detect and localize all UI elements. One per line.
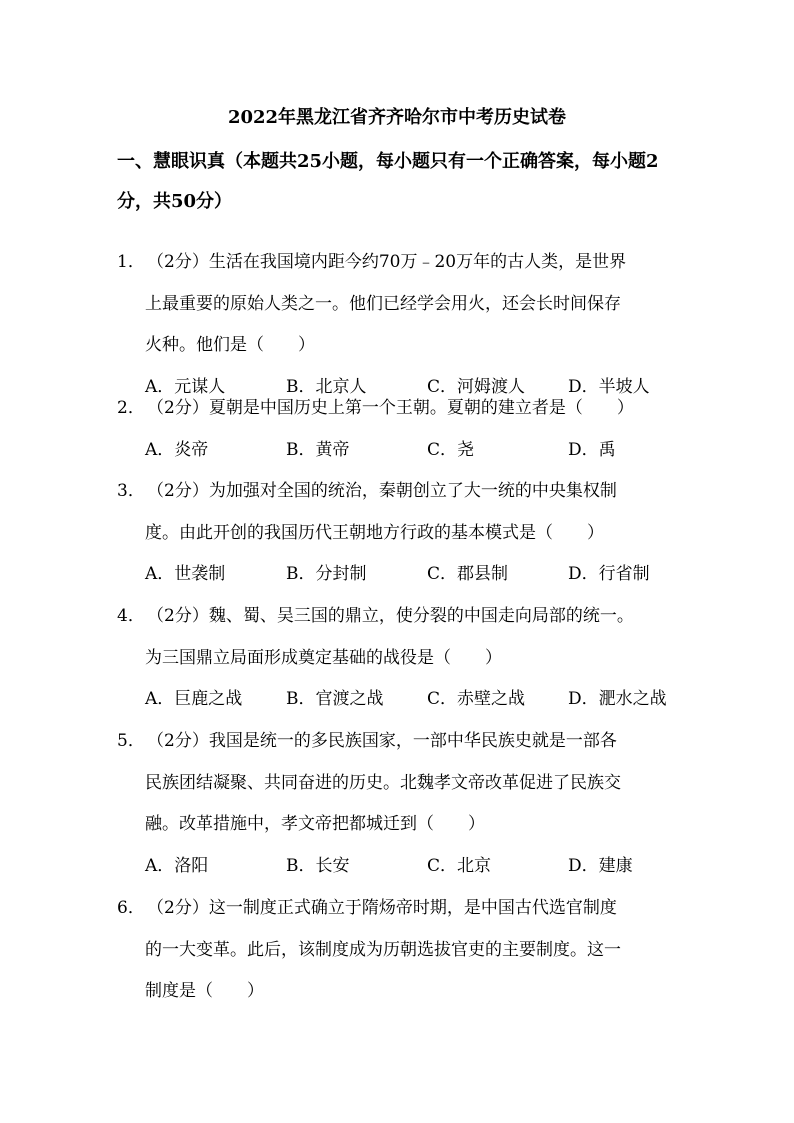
question-number: 1． bbox=[117, 252, 145, 272]
question-4 bbox=[117, 596, 687, 721]
option-c[interactable]: C．赤壁之战 bbox=[427, 689, 526, 710]
question-2 bbox=[117, 388, 687, 471]
option-c[interactable]: C．北京 bbox=[427, 855, 492, 876]
question-text-line: 上最重要的原始人类之一。他们已经学会用火，还会长时间保存 bbox=[145, 293, 621, 314]
option-a[interactable]: A．世袭制 bbox=[145, 564, 226, 585]
question-number: 5． bbox=[117, 731, 145, 751]
answer-options bbox=[117, 430, 687, 472]
question-number: 3． bbox=[117, 481, 145, 501]
answer-options bbox=[117, 846, 687, 888]
section-heading-line-1: 一、慧眼识真（本题共25小题，每小题只有一个正确答案，每小题2 bbox=[117, 151, 659, 172]
option-d[interactable]: D．行省制 bbox=[568, 564, 650, 585]
section-heading bbox=[117, 142, 687, 222]
option-b[interactable]: B．黄帝 bbox=[286, 439, 350, 460]
question-3 bbox=[117, 471, 687, 596]
question-text-line: 民族团结凝聚、共同奋进的历史。北魏孝文帝改革促进了民族交 bbox=[145, 772, 621, 793]
option-b[interactable]: B．长安 bbox=[286, 855, 350, 876]
answer-options bbox=[117, 554, 687, 596]
question-6 bbox=[117, 888, 687, 1013]
option-a[interactable]: A．洛阳 bbox=[145, 855, 209, 876]
question-1 bbox=[117, 242, 687, 408]
option-a[interactable]: A．元谋人 bbox=[145, 376, 226, 397]
option-c[interactable]: C．郡县制 bbox=[427, 564, 509, 585]
question-text-line: （2分）这一制度正式确立于隋炀帝时期，是中国古代选官制度 bbox=[147, 898, 617, 918]
section-heading-line-2: 分，共50分） bbox=[117, 191, 233, 212]
option-d[interactable]: D．半坡人 bbox=[568, 376, 650, 397]
option-b[interactable]: B．分封制 bbox=[286, 564, 367, 585]
question-text-line: （2分）夏朝是中国历史上第一个王朝。夏朝的建立者是（ ） bbox=[147, 398, 634, 418]
option-c[interactable]: C．尧 bbox=[427, 439, 475, 460]
question-text-line: 融。改革措施中，孝文帝把都城迁到（ ） bbox=[145, 814, 485, 835]
question-number: 4． bbox=[117, 606, 145, 626]
question-text-line: （2分）生活在我国境内距今约70万﹣20万年的古人类，是世界 bbox=[147, 252, 627, 272]
question-text-line: 的一大变革。此后，该制度成为历朝选拔官吏的主要制度。这一 bbox=[145, 939, 621, 960]
question-text-line: 度。由此开创的我国历代王朝地方行政的基本模式是（ ） bbox=[145, 522, 604, 543]
option-d[interactable]: D．淝水之战 bbox=[568, 689, 667, 710]
option-d[interactable]: D．禹 bbox=[568, 439, 616, 460]
answer-options bbox=[117, 679, 687, 721]
option-c[interactable]: C．河姆渡人 bbox=[427, 376, 526, 397]
question-text-line: （2分）我国是统一的多民族国家，一部中华民族史就是一部各 bbox=[147, 731, 617, 751]
option-b[interactable]: B．官渡之战 bbox=[286, 689, 384, 710]
question-text-line: （2分）魏、蜀、吴三国的鼎立，使分裂的中国走向局部的统一。 bbox=[147, 606, 634, 626]
question-text-line: 火种。他们是（ ） bbox=[145, 335, 315, 356]
question-number: 6． bbox=[117, 898, 145, 918]
page-title: 2022年黑龙江省齐齐哈尔市中考历史试卷 bbox=[227, 107, 567, 128]
question-number: 2． bbox=[117, 398, 145, 418]
question-text-line: （2分）为加强对全国的统治，秦朝创立了大一统的中央集权制 bbox=[147, 481, 617, 501]
option-b[interactable]: B．北京人 bbox=[286, 376, 367, 397]
question-text-line: 制度是（ ） bbox=[145, 981, 264, 1002]
option-a[interactable]: A．炎帝 bbox=[145, 439, 209, 460]
question-text-line: 为三国鼎立局面形成奠定基础的战役是（ ） bbox=[145, 647, 502, 668]
option-a[interactable]: A．巨鹿之战 bbox=[145, 689, 243, 710]
option-d[interactable]: D．建康 bbox=[568, 855, 633, 876]
question-5 bbox=[117, 721, 687, 887]
